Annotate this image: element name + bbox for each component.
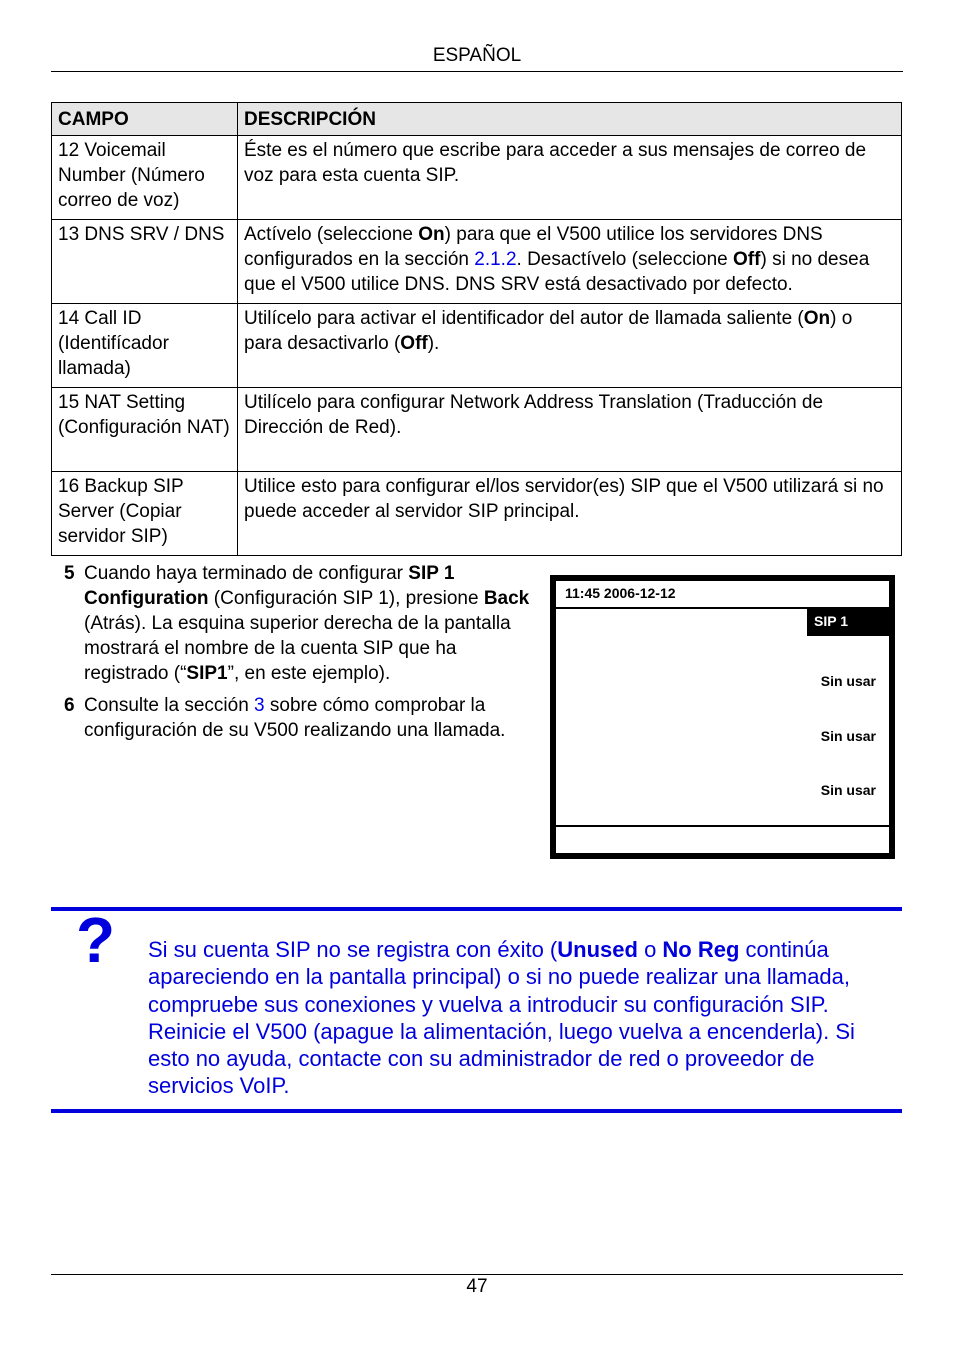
troubleshooting-note: Si su cuenta SIP no se registra con éxito (Unused o No Reg continúa apareciendo en la pantalla principal) o si no puede realizar una llamada, compruebe sus conexiones y vuelva a introducir su configuración SIP. Reinicie el V500 (apague la alimentación, luego vuelva a encenderla). Si esto no ayuda, contacte con su administrador de red o proveedor de servicios VoIP.: [148, 937, 855, 1099]
column-header-description: DESCRIPCIÓN: [238, 103, 902, 136]
table-row: [52, 388, 902, 472]
instruction-steps: [60, 561, 535, 750]
display-status-line: Sin usar: [820, 728, 876, 744]
description-cell: Utilícelo para activar el identificador del autor de llamada saliente (On) o para desactivarlo (Off).: [238, 304, 902, 388]
column-header-field: CAMPO: [52, 103, 238, 136]
display-status-line: Sin usar: [820, 782, 876, 798]
field-cell: 15 NAT Setting (Configuración NAT): [52, 388, 238, 472]
table-row: [52, 304, 902, 388]
footer-divider: [51, 1274, 903, 1275]
note-top-rule: [51, 907, 902, 911]
display-account-tag: SIP 1: [807, 607, 889, 636]
section-link-3[interactable]: 3: [254, 695, 265, 716]
section-link-2-1-2[interactable]: 2.1.2: [474, 249, 517, 270]
step-6: 6 Consulte la sección 3 sobre cómo comprobar la configuración de su V500 realizando una llamada.: [64, 695, 506, 741]
step-number: 6: [64, 695, 75, 716]
field-description-table: [51, 102, 902, 556]
step-number: 5: [64, 563, 75, 584]
description-cell: Actívelo (seleccione On) para que el V500 utilice los servidores DNS configurados en la sección 2.1.2. Desactívelo (seleccione Off) si no desea que el V500 utilice DNS. DNS SRV está desactivado por defecto.: [238, 220, 902, 304]
description-cell: Utilícelo para configurar Network Address Translation (Traducción de Dirección de Red).: [238, 388, 902, 472]
display-softkey-bar: [556, 825, 889, 853]
description-cell: Éste es el número que escribe para acceder a sus mensajes de correo de voz para esta cuenta SIP.: [238, 136, 902, 220]
step-5: 5 Cuando haya terminado de configurar SIP 1 Configuration (Configuración SIP 1), presione Back (Atrás). La esquina superior derecha de la pantalla mostrará el nombre de la cuenta SIP que ha registrado (“SIP1”, en este ejemplo).: [64, 563, 530, 684]
description-cell: Utilice esto para configurar el/los servidor(es) SIP que el V500 utilizará si no puede acceder al servidor SIP principal.: [238, 472, 902, 556]
question-mark-icon: ?: [76, 904, 116, 976]
table-row: [52, 136, 902, 220]
display-time-date: 11:45 2006-12-12: [556, 583, 889, 609]
field-cell: 13 DNS SRV / DNS: [52, 220, 238, 304]
note-bottom-rule: [51, 1109, 902, 1113]
field-cell: 12 Voicemail Number (Número correo de voz): [52, 136, 238, 220]
table-row: [52, 472, 902, 556]
page-number: 47: [466, 1276, 488, 1297]
field-cell: 16 Backup SIP Server (Copiar servidor SIP): [52, 472, 238, 556]
phone-display-screen: [550, 575, 895, 859]
table-header-row: [52, 103, 902, 136]
table-row: [52, 220, 902, 304]
field-cell: 14 Call ID (Identifícador llamada): [52, 304, 238, 388]
display-status-line: Sin usar: [820, 673, 876, 689]
page-header-language: ESPAÑOL: [432, 45, 522, 66]
header-divider: [51, 71, 903, 72]
